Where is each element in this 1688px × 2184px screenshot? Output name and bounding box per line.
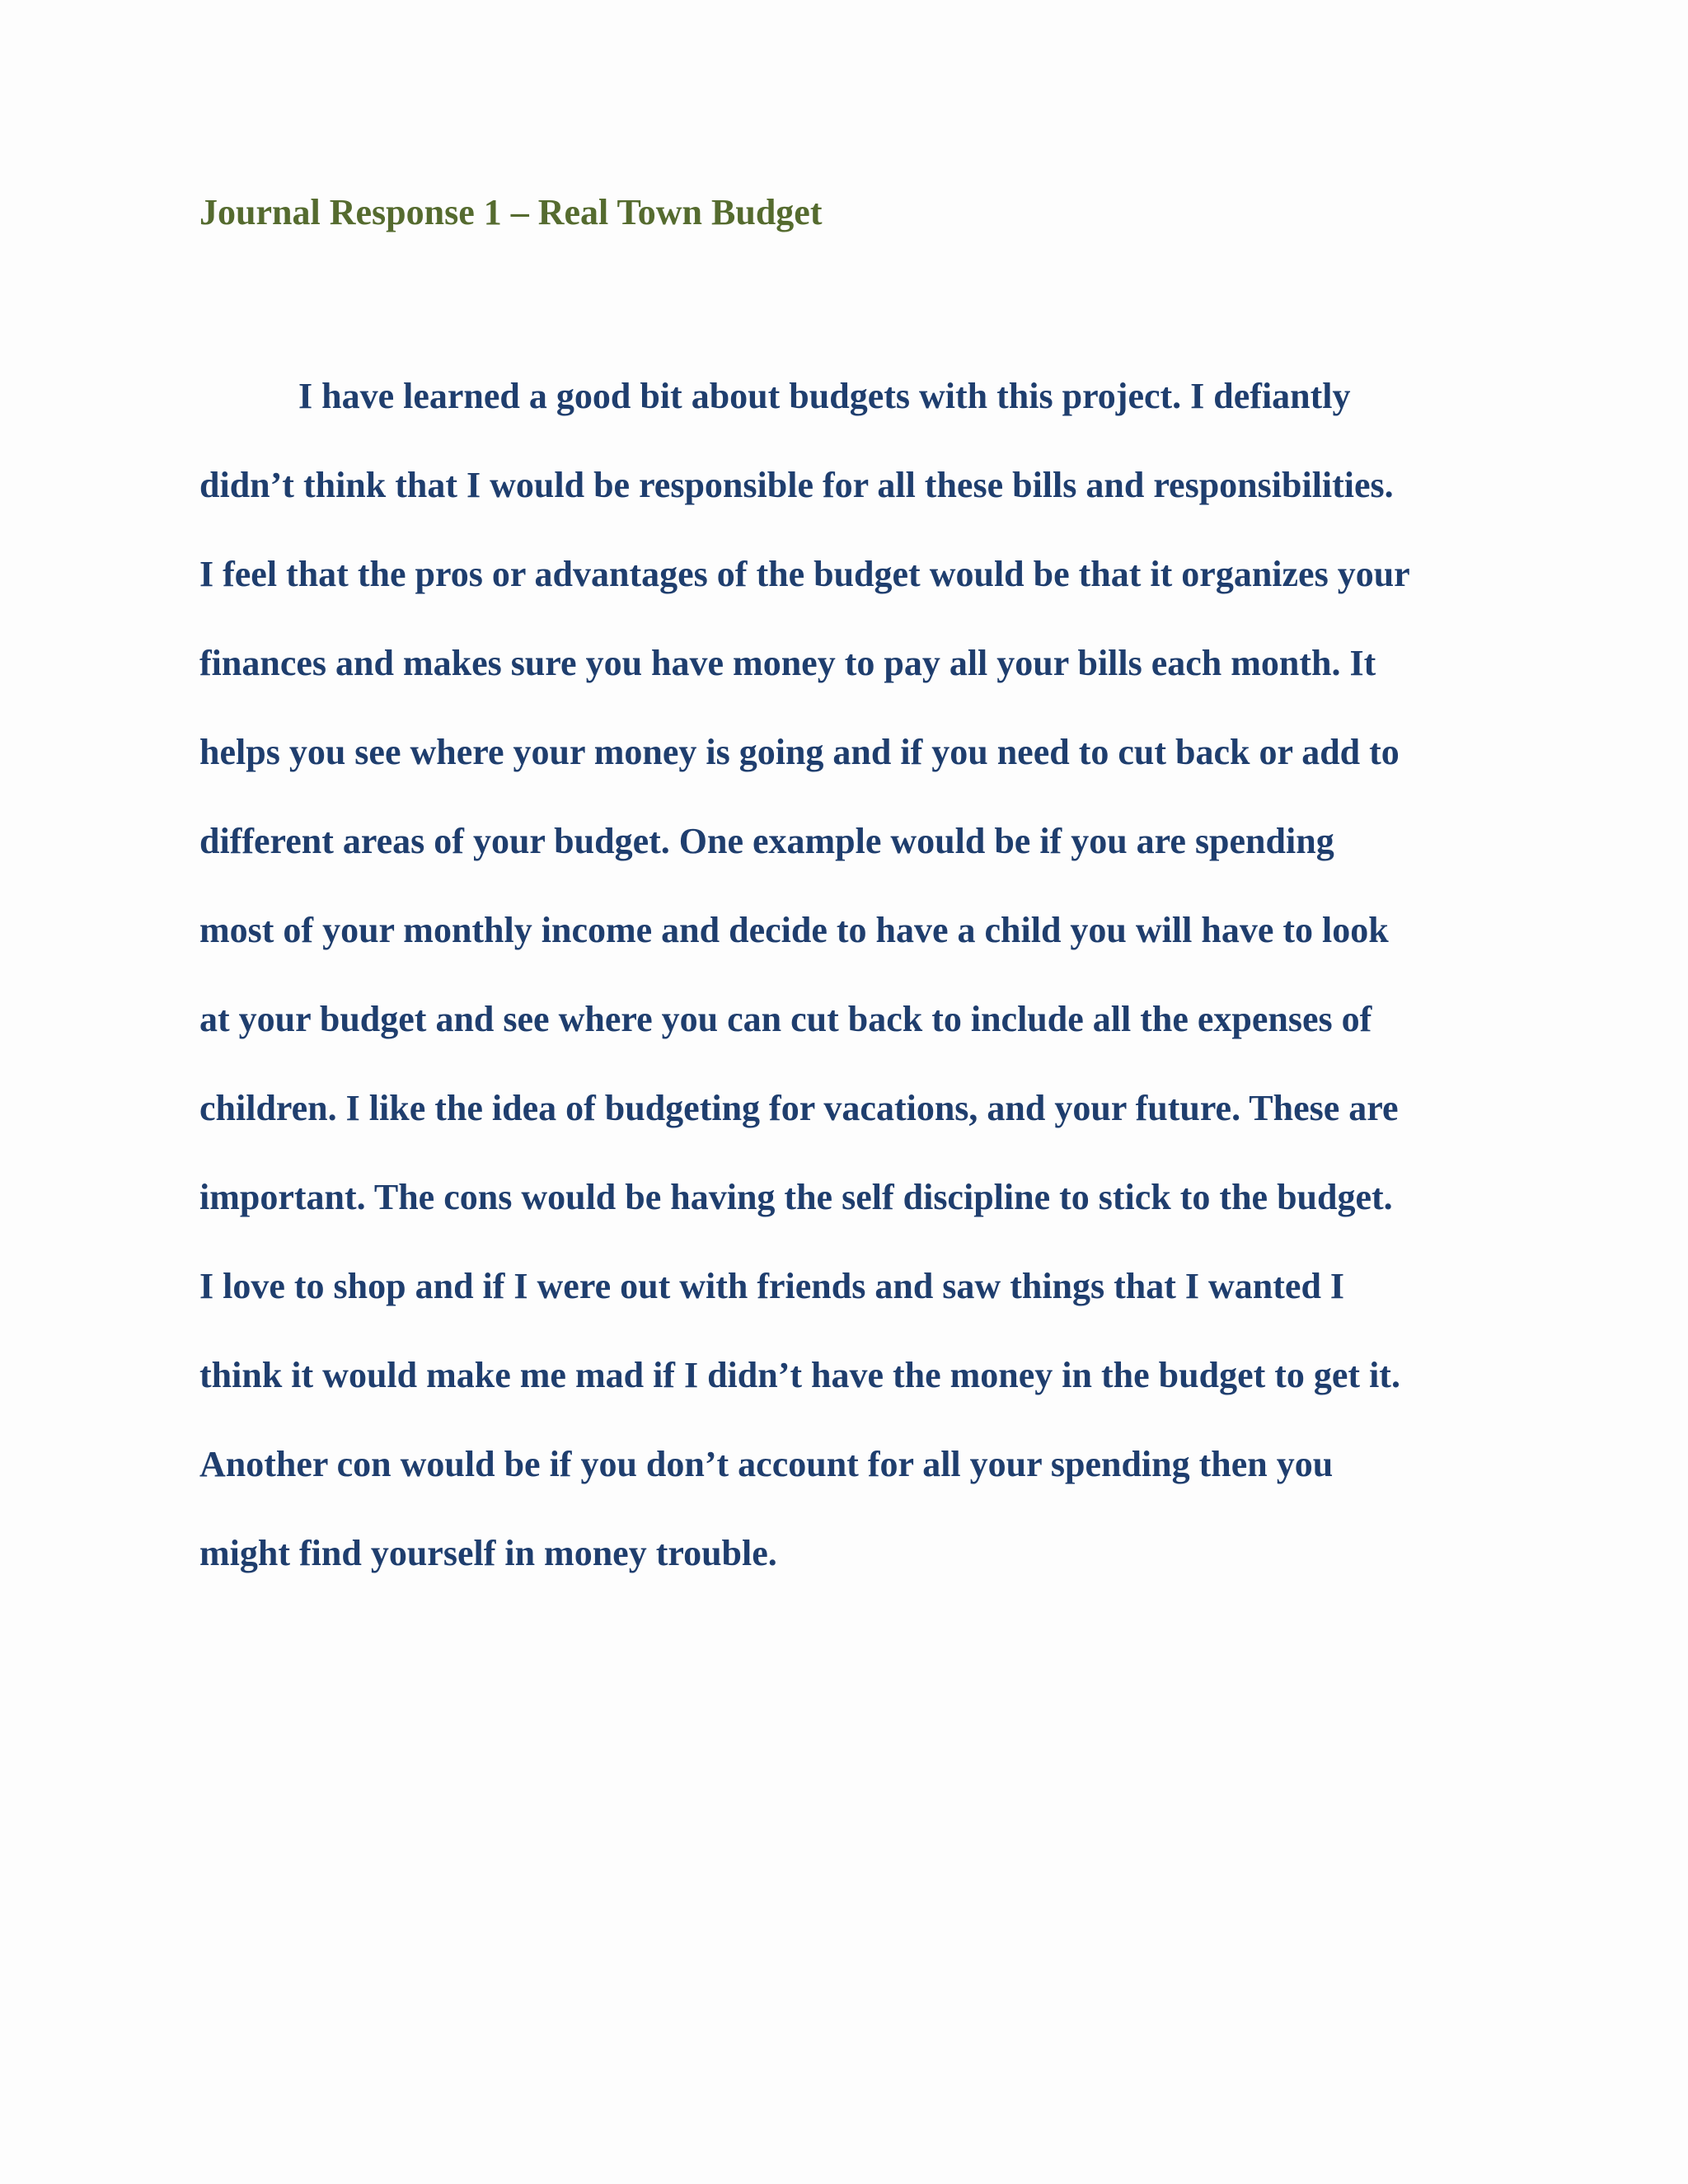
paragraph-line: finances and makes sure you have money to pay all your bills each month. It bbox=[199, 643, 1376, 683]
paragraph-line: I feel that the pros or advantages of the budget would be that it organizes your bbox=[199, 554, 1410, 594]
paragraph-line: important. The cons would be having the self discipline to stick to the budget. bbox=[199, 1177, 1393, 1217]
paragraph-line: I love to shop and if I were out with friends and saw things that I wanted I bbox=[199, 1266, 1345, 1306]
paragraph-line: different areas of your budget. One example would be if you are spending bbox=[199, 821, 1334, 861]
paragraph-line: most of your monthly income and decide to have a child you will have to look bbox=[199, 910, 1389, 950]
paragraph-line: might find yourself in money trouble. bbox=[199, 1533, 777, 1573]
paragraph-line: children. I like the idea of budgeting for vacations, and your future. These are bbox=[199, 1088, 1399, 1128]
document-title: Journal Response 1 – Real Town Budget bbox=[199, 192, 823, 232]
paragraph-line: think it would make me mad if I didn’t have the money in the budget to get it. bbox=[199, 1355, 1400, 1395]
paragraph-line: helps you see where your money is going and if you need to cut back or add to bbox=[199, 732, 1400, 772]
paragraph-line: didn’t think that I would be responsible for all these bills and responsibilities. bbox=[199, 465, 1394, 505]
paragraph-line: at your budget and see where you can cut back to include all the expenses of bbox=[199, 999, 1372, 1039]
paragraph-line: I have learned a good bit about budgets with this project. I defiantly bbox=[298, 376, 1351, 416]
paragraph-line: Another con would be if you don’t account for all your spending then you bbox=[199, 1444, 1334, 1484]
